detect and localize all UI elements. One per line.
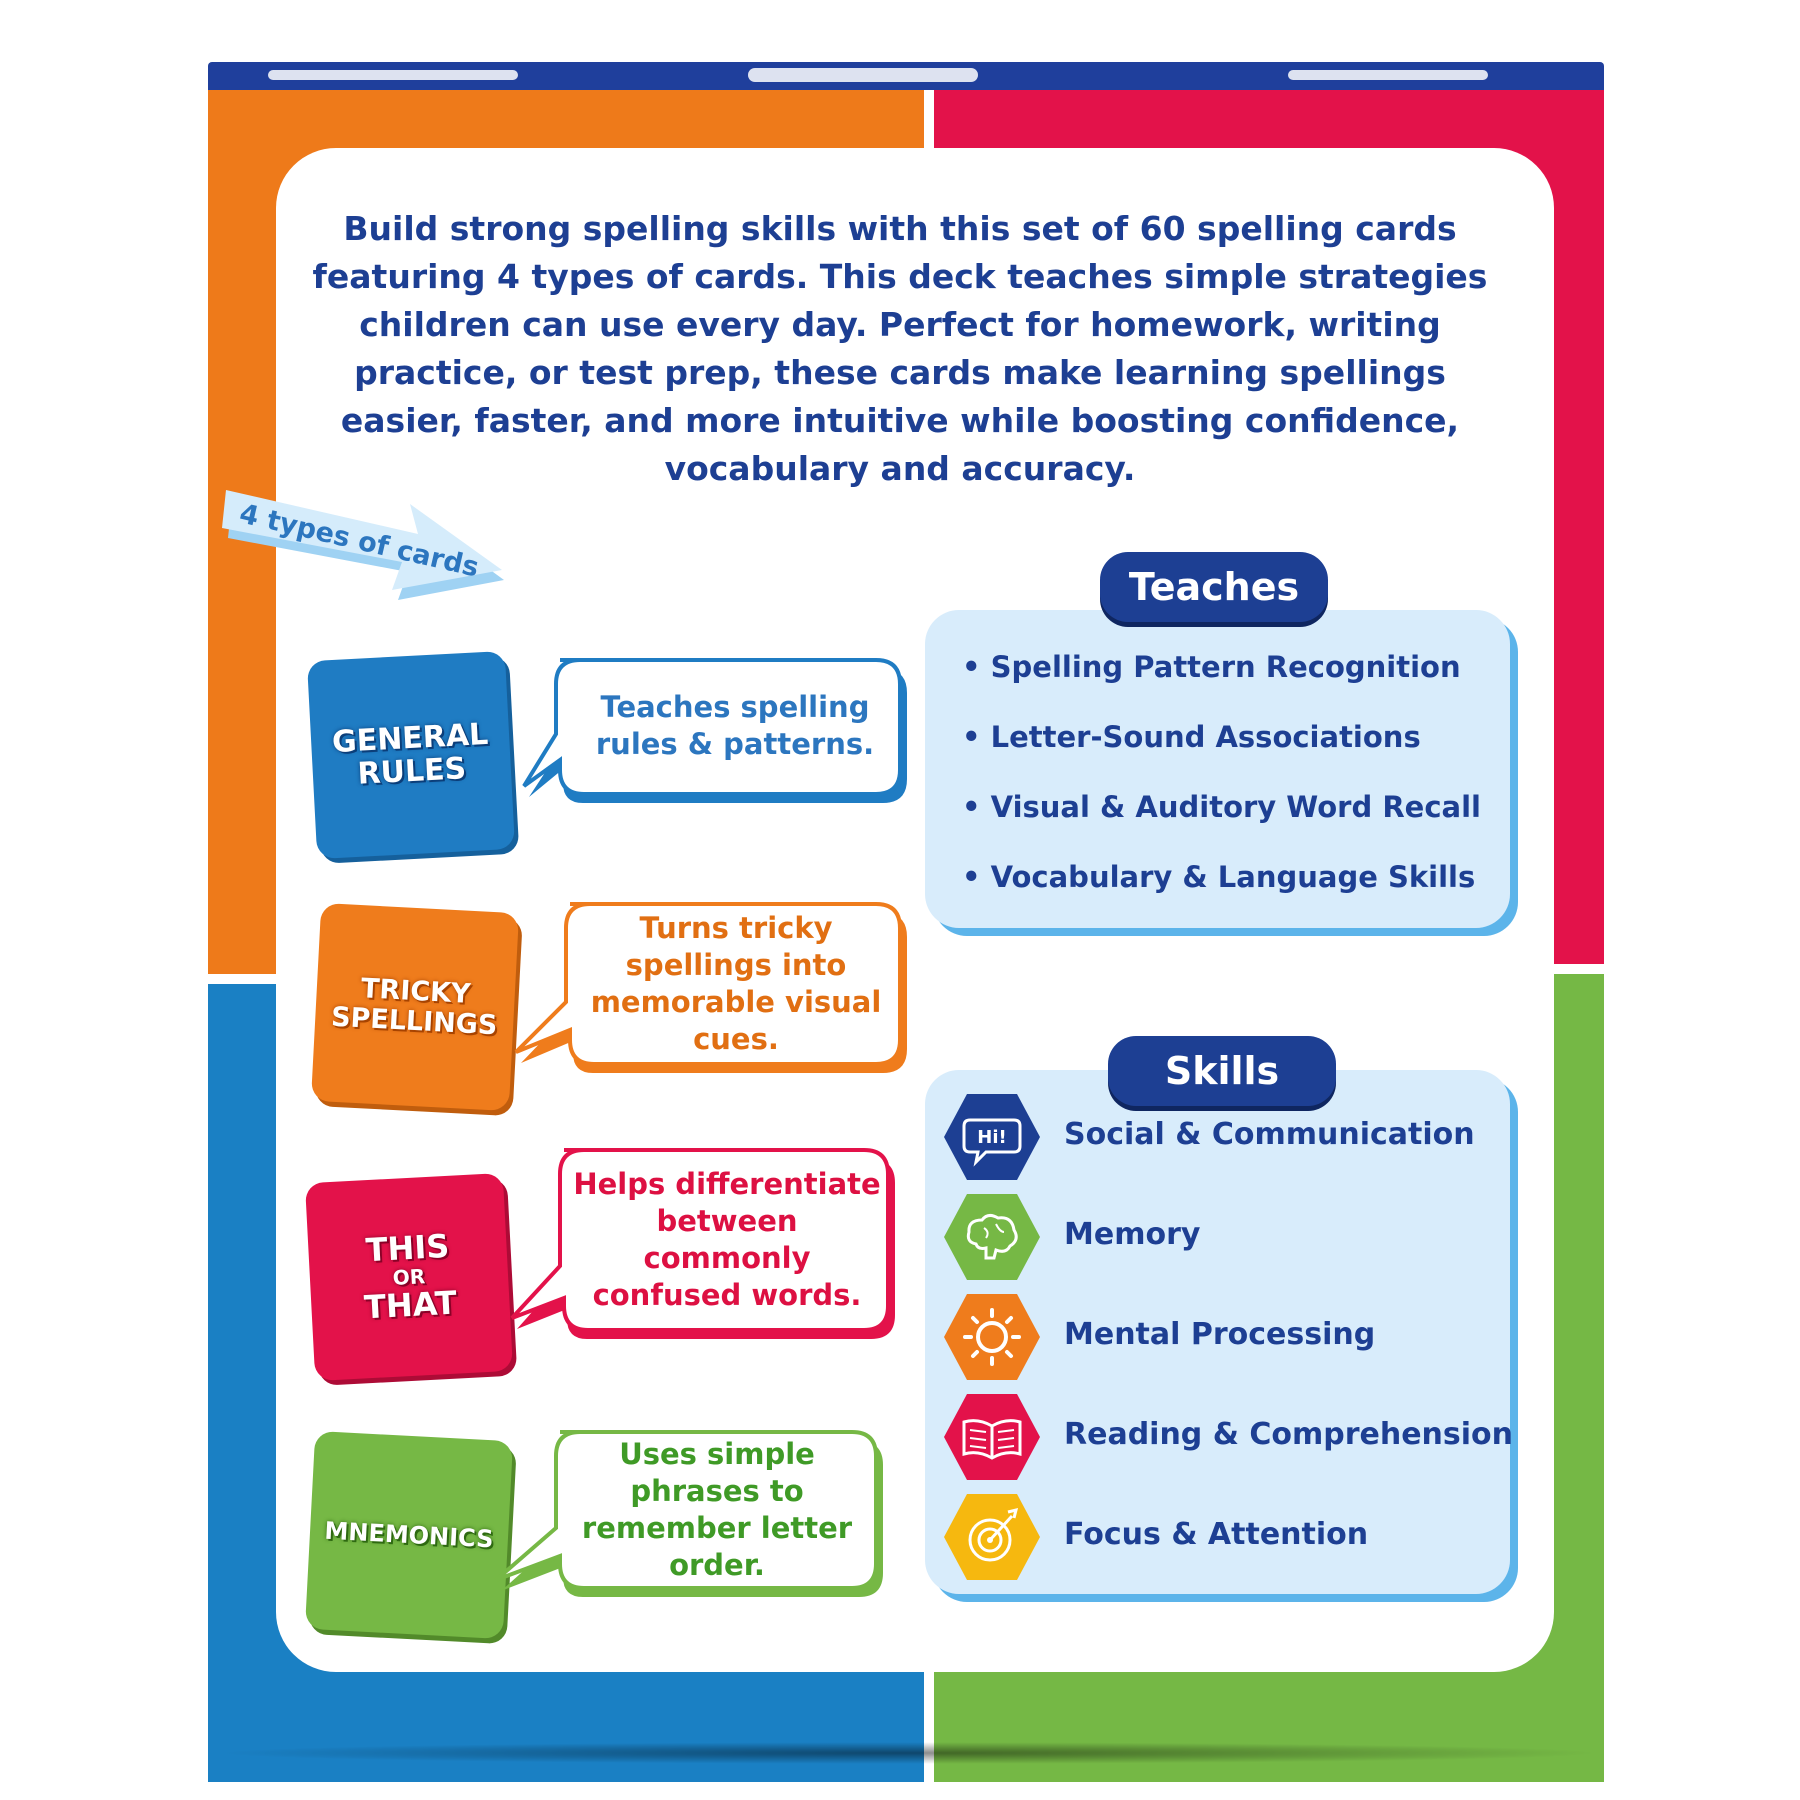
skill-label: Social & Communication [1064, 1117, 1475, 1152]
card-tricky-spellings [311, 903, 519, 1111]
card-description: Helps differentiate between commonly confused words. [573, 1167, 881, 1312]
teaches-item: • Letter-Sound Associations [962, 720, 1421, 754]
speech-bubble-icon [942, 1092, 1042, 1182]
teaches-title: Teaches [1100, 552, 1328, 622]
target-icon [942, 1492, 1042, 1582]
top-strip-print-left [268, 70, 518, 80]
card-label-line: MNEMONICS [323, 1516, 495, 1554]
card-label-line: GENERAL [331, 716, 490, 761]
card-label-line: SPELLINGS [330, 1001, 499, 1042]
card-description: Uses simple phrases to remember letter order. [581, 1437, 853, 1582]
skill-label: Memory [1064, 1217, 1201, 1252]
speech-bubble-this-or-that [508, 1144, 900, 1344]
card-mnemonics [305, 1431, 513, 1639]
teaches-item: • Vocabulary & Language Skills [962, 860, 1476, 894]
card-this-or-that [305, 1173, 513, 1381]
svg-text:Hi!: Hi! [977, 1127, 1007, 1148]
skill-label: Mental Processing [1064, 1317, 1376, 1352]
speech-bubble-general-rules [520, 654, 912, 810]
skill-label: Reading & Comprehension [1064, 1417, 1514, 1452]
teaches-item: • Spelling Pattern Recognition [962, 650, 1461, 684]
box-shadow [214, 1742, 1604, 1764]
skill-label: Focus & Attention [1064, 1517, 1369, 1552]
top-strip-print-center [748, 68, 978, 82]
box-top-strip [208, 62, 1604, 90]
card-label-line: RULES [356, 751, 468, 792]
card-label-line: THIS [364, 1226, 451, 1270]
brain-icon [942, 1192, 1042, 1282]
card-description: Turns tricky spellings into memorable visual cues. [590, 911, 882, 1056]
card-label-line: OR [392, 1264, 426, 1290]
teaches-item: • Visual & Auditory Word Recall [962, 790, 1481, 824]
skills-title: Skills [1108, 1036, 1336, 1106]
speech-bubble-tricky-spellings [510, 898, 912, 1078]
gear-sun-icon [942, 1292, 1042, 1382]
card-label-line: THAT [363, 1283, 458, 1327]
card-label-line: TRICKY [360, 973, 472, 1011]
intro-paragraph: Build strong spelling skills with this set of 60 spelling cards featuring 4 types of cards. This deck teaches simple strategies children can use every day. Perfect for homework, writing practice, or test prep, these cards make learning spellings easier, faster, and more intuitive while boosting confidence, vocabulary and accuracy. [312, 209, 1488, 488]
card-description: Teaches spelling rules & patterns. [595, 690, 875, 761]
open-book-icon [942, 1392, 1042, 1482]
arrow-label: 4 types of cards [236, 498, 482, 584]
card-general-rules [307, 651, 515, 859]
speech-bubble-mnemonics [490, 1426, 888, 1602]
top-strip-print-right [1288, 70, 1488, 80]
